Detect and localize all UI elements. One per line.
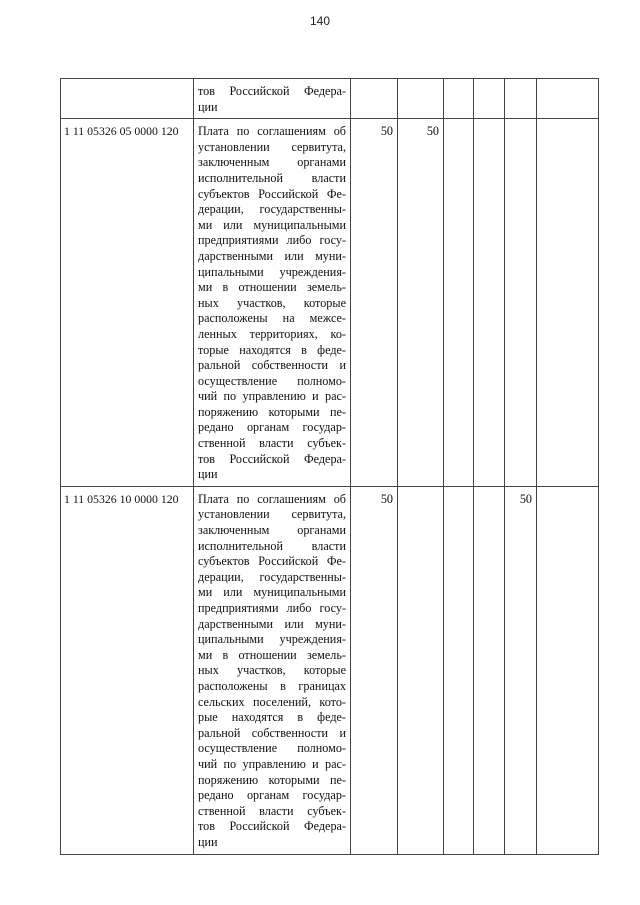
amount-cell-2: 50 [398,119,444,487]
revenue-description-cell [194,119,351,487]
description-line: редано органам государ- [198,788,346,803]
table-row [61,79,599,119]
amount-cell-3 [444,119,474,487]
description-line: тов Российской Федера- [198,819,346,834]
amount-cell-5: 50 [505,486,537,854]
description-line: ных участков, которые [198,295,346,310]
description-line: расположены в границах [198,678,346,693]
description-line: ственной власти субъек- [198,436,346,451]
amount-cell-4 [474,79,505,119]
description-line: дерации, государственны- [198,202,346,217]
amount-cell-2 [398,486,444,854]
amount-cell-6 [537,79,599,119]
description-line: исполнительной власти [198,170,346,185]
description-line: ральной собственности и [198,358,346,373]
description-line: ми в отношении земель- [198,280,346,295]
description-line: ципальными учреждения- [198,632,346,647]
amount-cell-6 [537,119,599,487]
revenue-code-cell: 1 11 05326 05 0000 120 [61,119,194,487]
description-line: Плата по соглашениям об [198,491,346,506]
description-line: ленных территориях, ко- [198,326,346,341]
description-line: ных участков, которые [198,663,346,678]
description-line: ми или муниципальными [198,585,346,600]
table-body [61,79,599,855]
description-line: редано органам государ- [198,420,346,435]
description-line: предприятиями либо госу- [198,233,346,248]
amount-cell-3 [444,79,474,119]
description-line: ственной власти субъек- [198,803,346,818]
description-line: заключенным органами [198,155,346,170]
description-line: ции [198,834,218,849]
description-line: тов Российской Федера- [198,84,346,98]
amount-cell-1: 50 [351,119,398,487]
description-line: рые находятся в феде- [198,710,346,725]
description-line: торые находятся в феде- [198,342,346,357]
description-line: предприятиями либо госу- [198,601,346,615]
amount-cell-5 [505,79,537,119]
amount-cell-3 [444,486,474,854]
description-line: осуществление полномо- [198,741,346,756]
amount-cell-1: 50 [351,486,398,854]
description-line: сельских поселений, кото- [198,694,346,709]
table-row [61,486,599,854]
page-number: 140 [309,14,331,28]
description-line: поряжению которыми пе- [198,772,346,787]
description-line: ми в отношении земель- [198,647,346,662]
description-line: субъектов Российской Фе- [198,554,346,569]
revenue-description-cell [194,486,351,854]
description-line: ципальными учреждения- [198,264,346,279]
amount-cell-4 [474,119,505,487]
description-line: заключенным органами [198,523,346,538]
description-line: субъектов Российской Фе- [198,186,346,201]
table-row [61,119,599,487]
revenue-code-cell [61,79,194,119]
description-line: расположены на межсе- [198,311,346,326]
description-line: установлении сервитута, [198,139,346,154]
revenue-description-cell [194,79,351,119]
amount-cell-2 [398,79,444,119]
description-line: осуществление полномо- [198,373,346,388]
description-line: тов Российской Федера- [198,451,346,466]
description-line: ции [198,467,218,482]
description-line: ми или муниципальными [198,217,346,232]
amount-cell-5 [505,119,537,487]
amount-cell-1 [351,79,398,119]
description-line: дарственными или муни- [198,248,346,263]
description-line: чий по управлению и рас- [198,756,346,771]
revenue-table [60,78,599,855]
revenue-code-cell: 1 11 05326 10 0000 120 [61,486,194,854]
description-line: ции [198,99,218,114]
description-line: исполнительной власти [198,538,346,553]
description-line: ральной собственности и [198,725,346,740]
description-line: дерации, государственны- [198,569,346,584]
description-line: установлении сервитута, [198,507,346,522]
amount-cell-6 [537,486,599,854]
description-line: чий по управлению и рас- [198,389,346,404]
amount-cell-4 [474,486,505,854]
description-line: Плата по соглашениям об [198,124,346,139]
description-line: дарственными или муни- [198,616,346,631]
description-line: поряжению которыми пе- [198,404,346,419]
